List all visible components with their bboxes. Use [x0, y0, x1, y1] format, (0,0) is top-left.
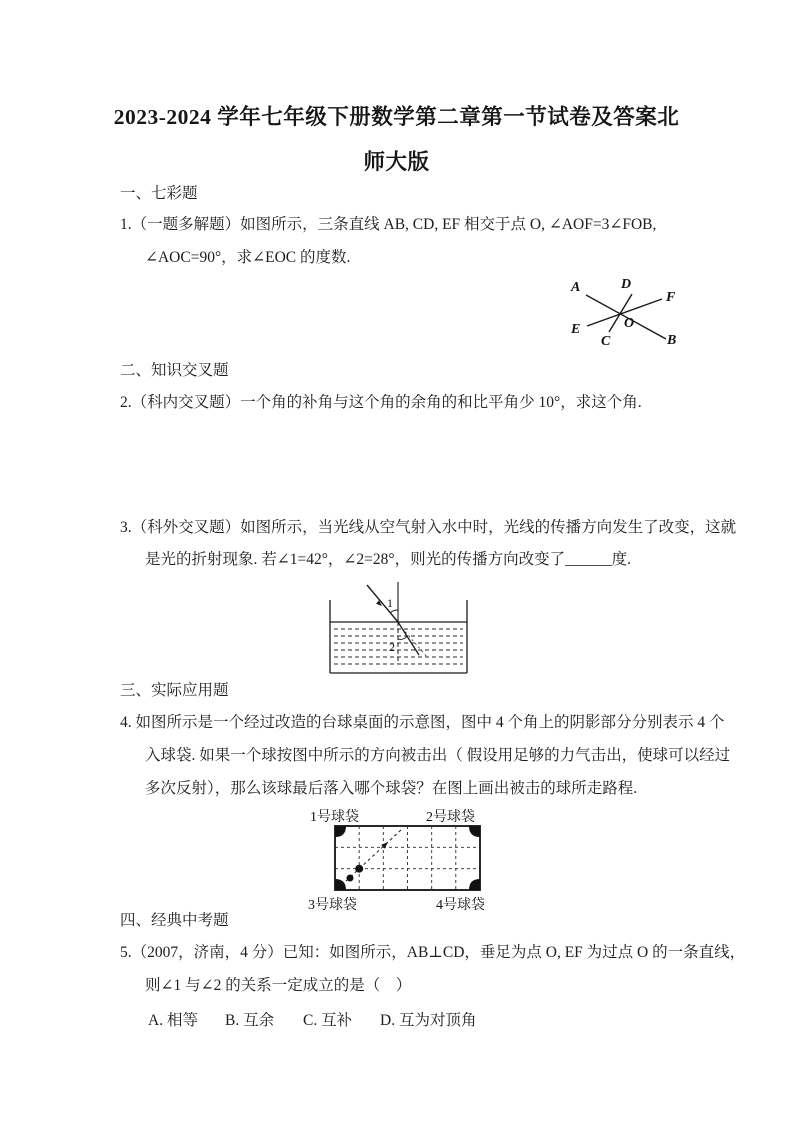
- billiard-table-figure: [298, 805, 503, 913]
- question-4-line-3: 多次反射），那么该球最后落入哪个球袋？在图上画出被击的球所走路程.: [145, 780, 638, 797]
- point-label-f: F: [666, 290, 676, 305]
- table-grid: [335, 826, 480, 890]
- question-4-line-1: 4. 如图所示是一个经过改造的台球桌面的示意图，图中 4 个角上的阴影部分分别表示 4 个: [120, 714, 725, 731]
- question-4-line-2: 入球袋. 如果一个球按图中所示的方向被击出（ 假设用足够的力气击出，使球可以经过: [145, 747, 731, 764]
- angle-1-arc: [390, 610, 398, 613]
- question-3-line-2: 是光的折射现象. 若∠1=42°，∠2=28°，则光的传播方向改变了______度.: [145, 551, 631, 568]
- pocket-label-4: 4号球袋: [436, 898, 485, 913]
- point-label-o: O: [624, 316, 635, 331]
- angle-2-arc: [398, 636, 407, 639]
- option-a: A. 相等: [148, 1012, 198, 1029]
- pocket-label-3: 3号球袋: [308, 898, 357, 913]
- pocket-label-2: 2号球袋: [426, 810, 475, 825]
- ball-start: [347, 875, 354, 882]
- pocket-corner-br: [469, 879, 480, 890]
- section-heading-3: 三、实际应用题: [120, 682, 229, 699]
- page-title: 2023-2024 学年七年级下册数学第二章第一节试卷及答案北师大版: [113, 105, 680, 174]
- pocket-corner-bl: [335, 879, 346, 890]
- option-d: D. 互为对顶角: [380, 1012, 477, 1029]
- point-label-a: A: [571, 280, 581, 295]
- question-5-line-1: 5.（2007，济南，4 分）已知：如图所示，AB⊥CD，垂足为点 O, EF 为过点 O 的一条直线，: [120, 944, 746, 961]
- section-heading-2: 二、知识交叉题: [120, 362, 229, 379]
- pocket-corner-tl: [335, 826, 346, 837]
- section-heading-4: 四、经典中考题: [120, 912, 229, 929]
- angle-label-1: 1: [387, 596, 393, 610]
- cue-path-dashed: [346, 830, 401, 881]
- question-5-options: [0, 1008, 793, 1030]
- angle-label-2: 2: [389, 640, 395, 654]
- option-b: B. 互余: [225, 1012, 275, 1029]
- pocket-label-1: 1号球袋: [310, 810, 359, 825]
- point-label-d: D: [621, 277, 632, 292]
- incident-ray: [367, 585, 398, 622]
- ball-on-grid: [355, 865, 363, 873]
- point-label-e: E: [571, 322, 581, 337]
- question-1-line-2: ∠AOC=90°，求∠EOC 的度数.: [145, 249, 351, 266]
- point-label-b: B: [667, 333, 677, 348]
- intersecting-lines-figure: [562, 274, 702, 354]
- point-label-c: C: [601, 334, 611, 349]
- question-3-line-1: 3.（科外交叉题）如图所示，当光线从空气射入水中时，光线的传播方向发生了改变，这就: [120, 519, 737, 536]
- section-heading-1: 一、七彩题: [120, 185, 198, 202]
- pocket-corner-tr: [469, 826, 480, 837]
- question-5-line-2: 则∠1 与∠2 的关系一定成立的是（ ）: [145, 977, 412, 994]
- option-c: C. 互补: [303, 1012, 353, 1029]
- question-2-line-1: 2.（科内交叉题）一个角的补角与这个角的余角的和比平角少 10°，求这个角.: [120, 394, 642, 411]
- refracted-ray: [398, 622, 419, 655]
- question-1-line-1: 1.（一题多解题）如图所示，三条直线 AB, CD, EF 相交于点 O, ∠AOF=3∠FOB,: [120, 216, 657, 233]
- light-refraction-figure: [320, 577, 485, 677]
